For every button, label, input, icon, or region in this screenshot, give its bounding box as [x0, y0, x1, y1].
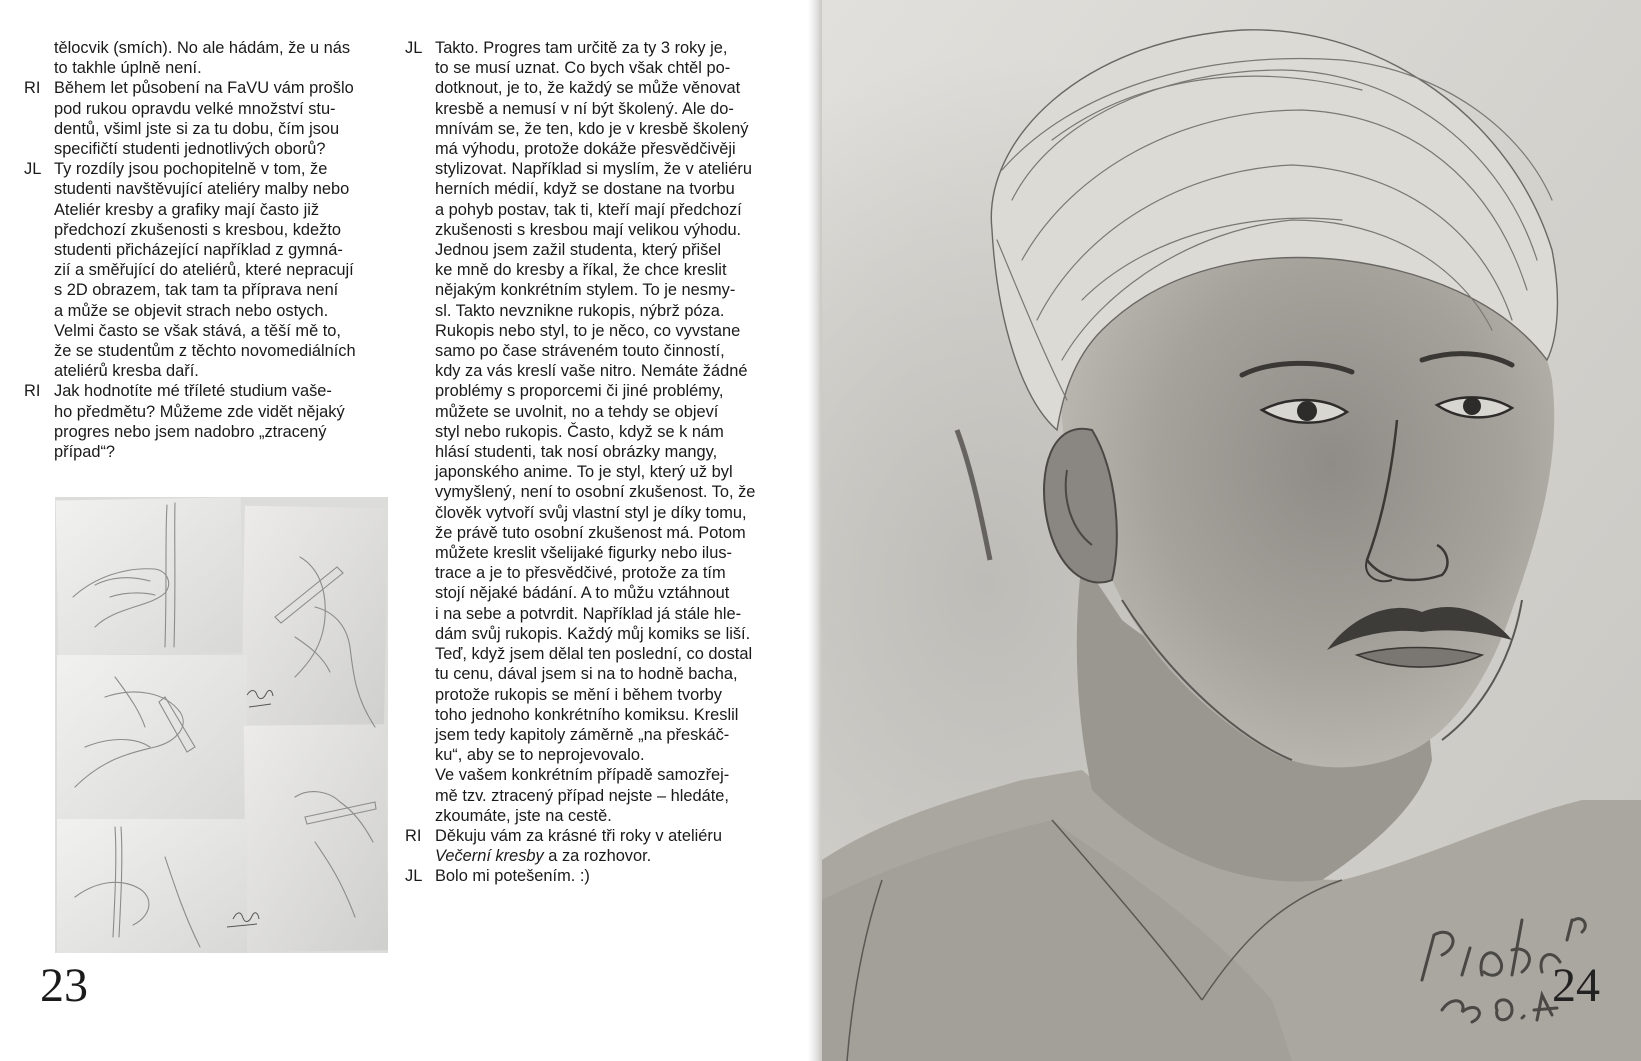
text-line: specifičtí studenti jednotlivých oborů?	[54, 140, 326, 159]
text-line: ku“, aby se to neprojevovalo.	[435, 746, 645, 765]
text-line: že právě tuto osobní zkušenost má. Potom	[435, 523, 746, 542]
interview-paragraph	[405, 38, 785, 826]
hand-drawings-photo	[55, 497, 388, 953]
text-line: sl. Takto nevznikne rukopis, nýbrž póza.	[435, 301, 725, 320]
text-line: to se musí uznat. Co bych však chtěl po-	[435, 59, 731, 78]
text-line: případ“?	[54, 443, 116, 462]
text-line: toho jednoho konkrétního komiksu. Kreslil	[435, 705, 739, 724]
text-line: Jednou jsem zažil studenta, který přišel	[435, 241, 722, 260]
text-line: Ty rozdíly jsou pochopitelně v tom, že	[54, 160, 328, 179]
speaker-initials: RI	[24, 79, 41, 98]
text-line: dám svůj rukopis. Každý můj komiks se liší.	[435, 624, 751, 643]
text-line: studenti přicházející například z gymná-	[54, 241, 343, 260]
text-line: Teď, když jsem dělal ten poslední, co dostal	[435, 645, 753, 664]
text-line: s 2D obrazem, tak tam ta příprava není	[54, 281, 339, 300]
text-line: hlásí studenti, tak nosí obrázky mangy,	[435, 443, 718, 462]
book-gutter	[808, 0, 822, 1061]
text-line: a pohyb postav, tak ti, kteří mají předchozí	[435, 200, 742, 219]
text-line: i na sebe a potvrdit. Například já stále hle-	[435, 604, 742, 623]
text-line: progres nebo jsem nadobro „ztracený	[54, 422, 327, 441]
text-line: studenti navštěvující ateliéry malby nebo	[54, 180, 350, 199]
text-line: samo po čase stráveném touto činností,	[435, 342, 725, 361]
text-tail: a za rozhovor.	[543, 847, 652, 866]
text-line: Děkuju vám za krásné tři roky v ateliéru	[435, 826, 722, 845]
interview-paragraph	[405, 866, 785, 886]
text-line: mnívám se, že ten, kdo je v kresbě školený	[435, 119, 749, 138]
text-line: herních médií, když se dostane na tvorbu	[435, 180, 735, 199]
interview-paragraph	[24, 159, 386, 381]
text-line: nějakým konkrétním stylem. To je nesmy-	[435, 281, 736, 300]
speaker-initials: JL	[405, 867, 423, 886]
text-line: Bolo mi potešením. :)	[435, 867, 590, 886]
text-line: protože rukopis se mění i během tvorby	[435, 685, 722, 704]
text-line: jsem tedy kapitoly záměrně „na přeskáč-	[435, 725, 730, 744]
text-line: zkoumáte, jste na cestě.	[435, 806, 612, 825]
text-line: Velmi často se však stává, a těší mě to,	[54, 321, 341, 340]
text-column-2	[405, 38, 785, 887]
text-line: stylizovat. Například si myslím, že v ateliéru	[435, 160, 752, 179]
interview-paragraph	[24, 381, 386, 462]
course-title: Večerní kresby	[435, 847, 544, 866]
left-page	[0, 0, 815, 1061]
interview-paragraph	[24, 78, 386, 159]
text-line: má výhodu, protože dokáže přesvědčivěji	[435, 140, 736, 159]
text-line: zií a směřující do ateliérů, které nepracují	[54, 261, 354, 280]
speaker-initials: JL	[405, 39, 423, 57]
text-line	[435, 846, 785, 866]
text-line: to takhle úplně není.	[54, 59, 202, 78]
right-page	[822, 0, 1641, 1061]
text-line: zkušenosti s kresbou mají velikou výhodu.	[435, 220, 742, 239]
text-line: Ve vašem konkrétním případě samozřej-	[435, 766, 730, 785]
page-number-left: 23	[40, 959, 88, 1012]
text-line: japonského anime. To je styl, který už byl	[435, 463, 733, 482]
speaker-initials: RI	[24, 382, 41, 401]
text-line: tu cenu, dával jsem si na to hodně bacha,	[435, 665, 738, 684]
interview-paragraph	[405, 826, 785, 866]
text-line: Jak hodnotíte mé tříleté studium vaše-	[54, 382, 332, 401]
text-line: vymyšlený, není to osobní zkušenost. To, že	[435, 483, 756, 502]
text-line: stojí nějaké bádání. A to můžu vztáhnout	[435, 584, 730, 603]
text-line: ke mně do kresby a říkal, že chce kreslit	[435, 261, 727, 280]
text-line: Rukopis nebo styl, to je něco, co vyvstane	[435, 321, 741, 340]
text-line: dentů, všiml jste si za tu dobu, čím jsou	[54, 119, 340, 138]
text-line: kdy za vás kreslí vaše nitro. Nemáte žádné	[435, 362, 748, 381]
text-line: Ateliér kresby a grafiky mají často již	[54, 200, 320, 219]
text-column-1	[24, 38, 386, 462]
text-line: můžete se uvolnit, no a tehdy se objeví	[435, 402, 719, 421]
text-line: ho předmětu? Můžeme zde vidět nějaký	[54, 402, 345, 421]
text-line: předchozí zkušenosti s kresbou, kdežto	[54, 220, 341, 239]
text-line: že se studentům z těchto novomediálních	[54, 342, 356, 361]
text-line: a může se objevit strach nebo ostych.	[54, 301, 329, 320]
text-line: styl nebo rukopis. Často, když se k nám	[435, 422, 724, 441]
text-line: dotknout, je to, že každý se může věnovat	[435, 79, 741, 98]
text-line: tělocvik (smích). No ale hádám, že u nás	[54, 39, 351, 57]
text-line: pod rukou opravdu velké množství stu-	[54, 99, 336, 118]
text-line: ateliérů kresba daří.	[54, 362, 199, 381]
text-line: problémy s proporcemi či jiné problémy,	[435, 382, 724, 401]
portrait-drawing	[822, 0, 1641, 1061]
text-line: kresbě a nemusí v ní být školený. Ale do-	[435, 99, 734, 118]
speaker-initials: RI	[405, 826, 422, 845]
text-line: trace a je to přesvědčivé, protože za tím	[435, 564, 726, 583]
text-line: člověk vytvoří svůj vlastní styl je díky tomu,	[435, 503, 747, 522]
text-line: Během let působení na FaVU vám prošlo	[54, 79, 354, 98]
interview-paragraph	[24, 38, 386, 78]
speaker-initials: JL	[24, 160, 42, 179]
text-line: mě tzv. ztracený případ nejste – hledáte,	[435, 786, 729, 805]
text-line: můžete kreslit všelijaké figurky nebo ilus-	[435, 544, 732, 563]
text-line: Takto. Progres tam určitě za ty 3 roky je,	[435, 39, 728, 57]
page-number-right: 24	[1552, 959, 1600, 1012]
